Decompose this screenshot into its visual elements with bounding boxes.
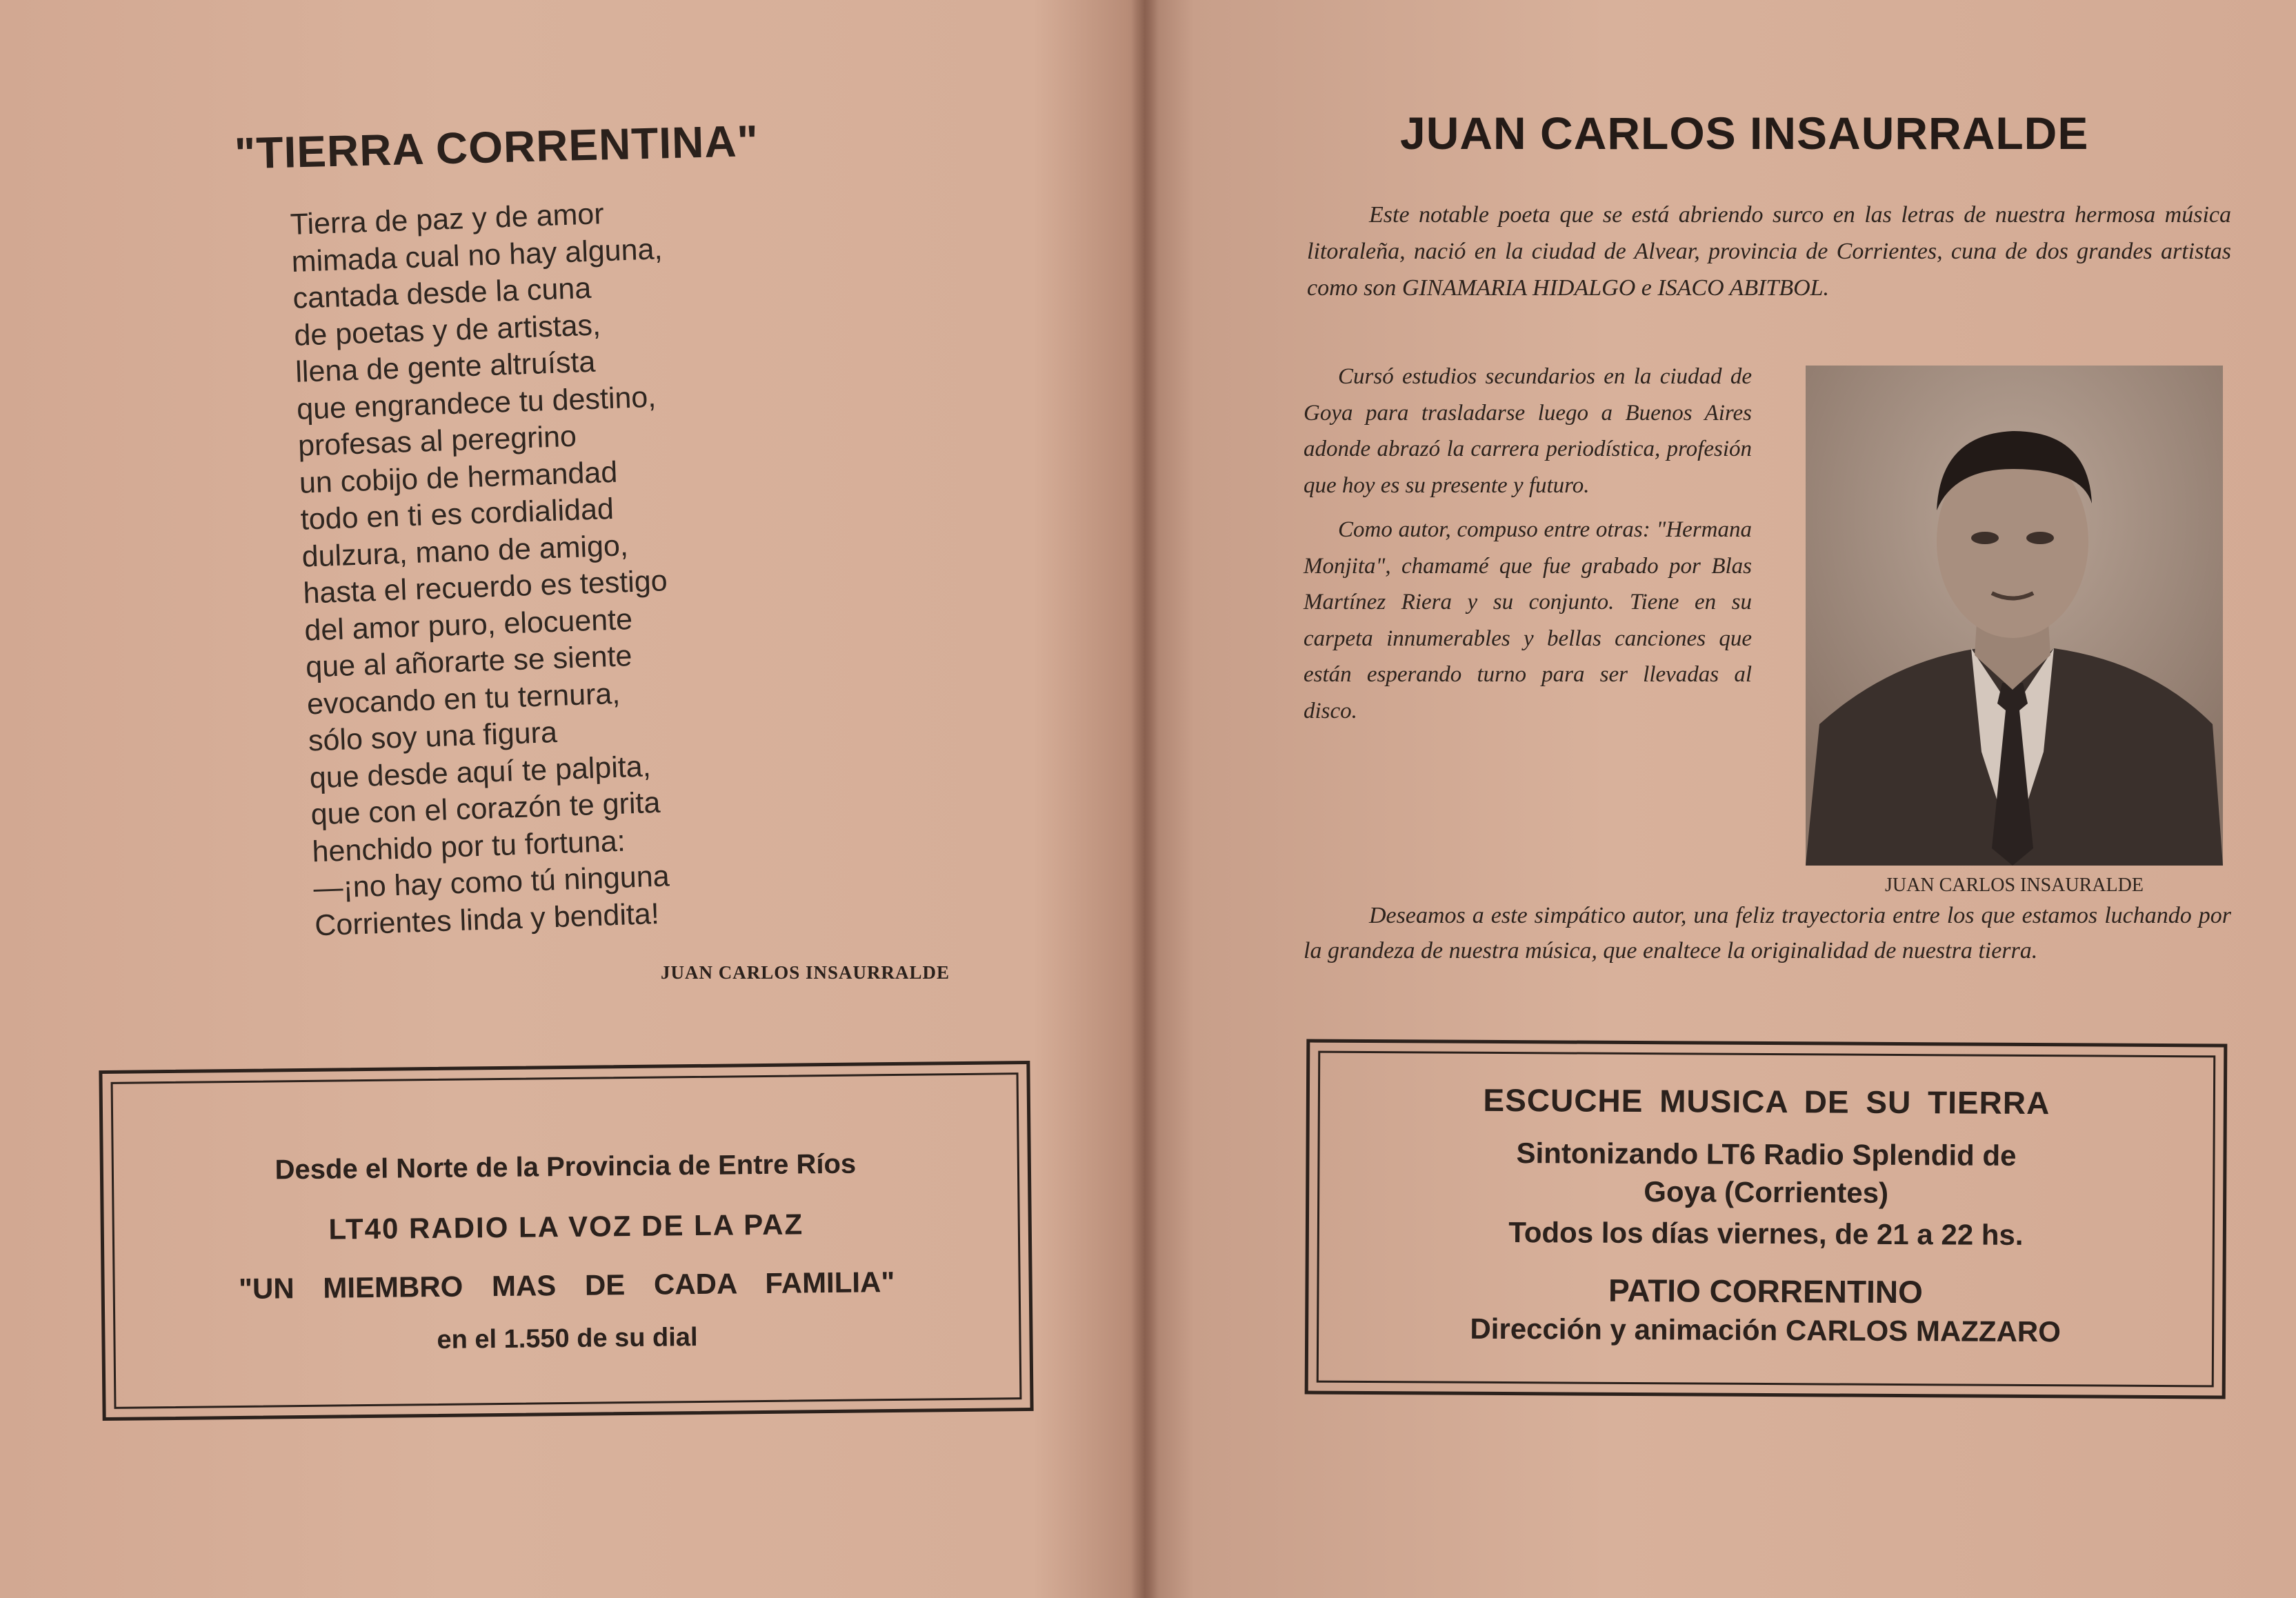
poem-line: evocando en tu ternura, (306, 677, 621, 721)
poem-line: cantada desde la cuna (292, 271, 592, 315)
poem-line: Tierra de paz y de amor (290, 197, 605, 241)
poem-line: del amor puro, elocuente (303, 602, 633, 648)
ad-city-line: Goya (Corrientes) (1644, 1175, 1889, 1209)
poem-line: dulzura, mano de amigo, (301, 528, 629, 574)
bio-text-column (1304, 359, 1752, 737)
poem-line: llena de gente altruísta (295, 345, 597, 389)
poem-signature: JUAN CARLOS INSAURRALDE (661, 962, 950, 983)
ad-schedule-line: Todos los días viernes, de 21 a 22 hs. (1508, 1216, 2024, 1251)
ad-line-station: LT40 RADIO LA VOZ DE LA PAZ (328, 1208, 804, 1246)
left-page (0, 0, 1138, 1598)
poem-line: un cobijo de hermandad (299, 455, 618, 500)
bio-intro-paragraph: Este notable poeta que se está abriendo surco en las letras de nuestra hermosa música litoraleña, nació en la ciudad de Alvear, provincia de Corrientes, cuna de dos grandes artistas como son GINAMARIA HIDALGO e ISACO ABITBOL. (1307, 202, 2231, 301)
poem-line: que desde aquí te palpita, (309, 749, 652, 795)
radio-ad-lt6 (1305, 1039, 2228, 1399)
poem-line: que al añorarte se siente (305, 639, 633, 684)
poem-title: "TIERRA CORRENTINA" (234, 115, 759, 179)
portrait-photo (1806, 366, 2223, 866)
ad-line-region: Desde el Norte de la Provincia de Entre Ríos (274, 1148, 857, 1186)
portrait-illustration (1806, 366, 2223, 866)
poem-line: que engrandece tu destino, (296, 380, 657, 426)
bio-title: JUAN CARLOS INSAURRALDE (1400, 108, 2089, 159)
poem-line: —¡no hay como tú ninguna (312, 859, 670, 906)
bio-author-paragraph: Como autor, compuso entre otras: "Hermana Monjita", chamamé que fue grabado por Blas Martínez Riera y su conjunto. Tiene en su carpeta innumerables y bellas canciones que están esperando turno para ser llevadas al disco. (1304, 517, 1752, 723)
bio-studies-paragraph: Cursó estudios secundarios en la ciudad de Goya para trasladarse luego a Buenos Aires adonde abrazó la carrera periodística, profesión que hoy es su presente y futuro. (1304, 364, 1752, 498)
poem-line: henchido por tu fortuna: (311, 824, 626, 868)
ad-station-line: Sintonizando LT6 Radio Splendid de (1516, 1137, 2017, 1172)
poem-line: que con el corazón te grita (310, 786, 661, 832)
ad-line-dial: en el 1.550 de su dial (437, 1323, 698, 1355)
poem-line: de poetas y de artistas, (293, 308, 601, 352)
ad-program-name: PATIO CORRENTINO (1608, 1272, 1923, 1310)
poem-line: hasta el recuerdo es testigo (302, 564, 668, 610)
radio-ad-lt40 (99, 1061, 1033, 1421)
poem-line: todo en ti es cordialidad (300, 492, 615, 537)
ad-headline: ESCUCHE MUSICA DE SU TIERRA (1483, 1081, 2050, 1121)
poem-line: profesas al peregrino (297, 419, 577, 463)
poem-line: mimada cual no hay alguna, (290, 232, 663, 279)
photo-caption: JUAN CARLOS INSAURALDE (1885, 875, 2144, 896)
poem-body (290, 188, 839, 944)
poem-line: sólo soy una figura (308, 715, 558, 758)
poem-line: Corrientes linda y bendita! (314, 897, 660, 942)
ad-host-line: Dirección y animación CARLOS MAZZARO (1470, 1312, 2061, 1348)
ad-line-slogan: "UN MIEMBRO MAS DE CADA FAMILIA" (238, 1266, 895, 1305)
bio-closing-paragraph: Deseamos a este simpático autor, una feliz trayectoria entre los que estamos luchando por la grandeza de nuestra música, que enaltece la originalidad de nuestra tierra. (1304, 903, 2231, 963)
